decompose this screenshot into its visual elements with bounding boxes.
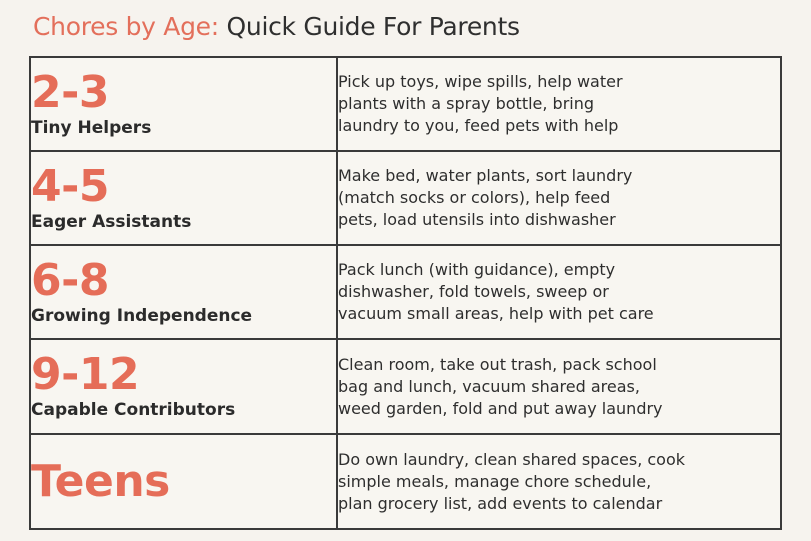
chores-cell xyxy=(337,339,781,434)
table-row-age-9-12 xyxy=(30,339,781,434)
age-group-label: Eager Assistants xyxy=(31,211,192,232)
age-cell xyxy=(30,339,337,434)
table-row-age-teens xyxy=(30,434,781,529)
chore-line: laundry to you, feed pets with help xyxy=(338,116,619,135)
age-cell xyxy=(30,245,337,339)
title-accent: Chores by Age: xyxy=(33,12,219,41)
age-range: 6-8 xyxy=(31,254,109,306)
age-range: 2-3 xyxy=(31,66,109,118)
chore-line: pets, load utensils into dishwasher xyxy=(338,210,616,229)
chore-line: Do own laundry, clean shared spaces, cook xyxy=(338,449,685,469)
chores-cell xyxy=(337,434,781,529)
chores-cell xyxy=(337,245,781,339)
chores-table xyxy=(29,56,782,530)
page-title xyxy=(33,12,520,41)
age-cell xyxy=(30,434,337,529)
chore-line: Pick up toys, wipe spills, help water xyxy=(338,72,623,91)
chore-line: vacuum small areas, help with pet care xyxy=(338,304,654,323)
table-row-age-6-8 xyxy=(30,245,781,339)
chore-line: dishwasher, fold towels, sweep or xyxy=(338,282,609,301)
chore-line: (match socks or colors), help feed xyxy=(338,188,611,207)
chores-cell xyxy=(337,57,781,151)
chore-line: Make bed, water plants, sort laundry xyxy=(338,166,633,185)
chore-line: bag and lunch, vacuum shared areas, xyxy=(338,376,640,396)
title-rest: Quick Guide For Parents xyxy=(226,12,520,41)
age-range: 4-5 xyxy=(31,160,109,212)
age-group-label: Tiny Helpers xyxy=(31,117,152,138)
chore-line: weed garden, fold and put away laundry xyxy=(338,398,663,418)
age-range: Teens xyxy=(31,455,170,507)
chore-line: Pack lunch (with guidance), empty xyxy=(338,260,616,279)
age-range: 9-12 xyxy=(31,349,140,400)
chore-line: plants with a spray bottle, bring xyxy=(338,94,595,113)
age-group-label: Capable Contributors xyxy=(31,400,236,420)
age-cell xyxy=(30,151,337,245)
chore-line: plan grocery list, add events to calendar xyxy=(338,493,663,513)
chores-cell xyxy=(337,151,781,245)
table-row-age-2-3 xyxy=(30,57,781,151)
table-row-age-4-5 xyxy=(30,151,781,245)
chore-line: simple meals, manage chore schedule, xyxy=(338,471,652,491)
chore-line: Clean room, take out trash, pack school xyxy=(338,354,657,374)
age-cell xyxy=(30,57,337,151)
age-group-label: Growing Independence xyxy=(31,305,253,326)
